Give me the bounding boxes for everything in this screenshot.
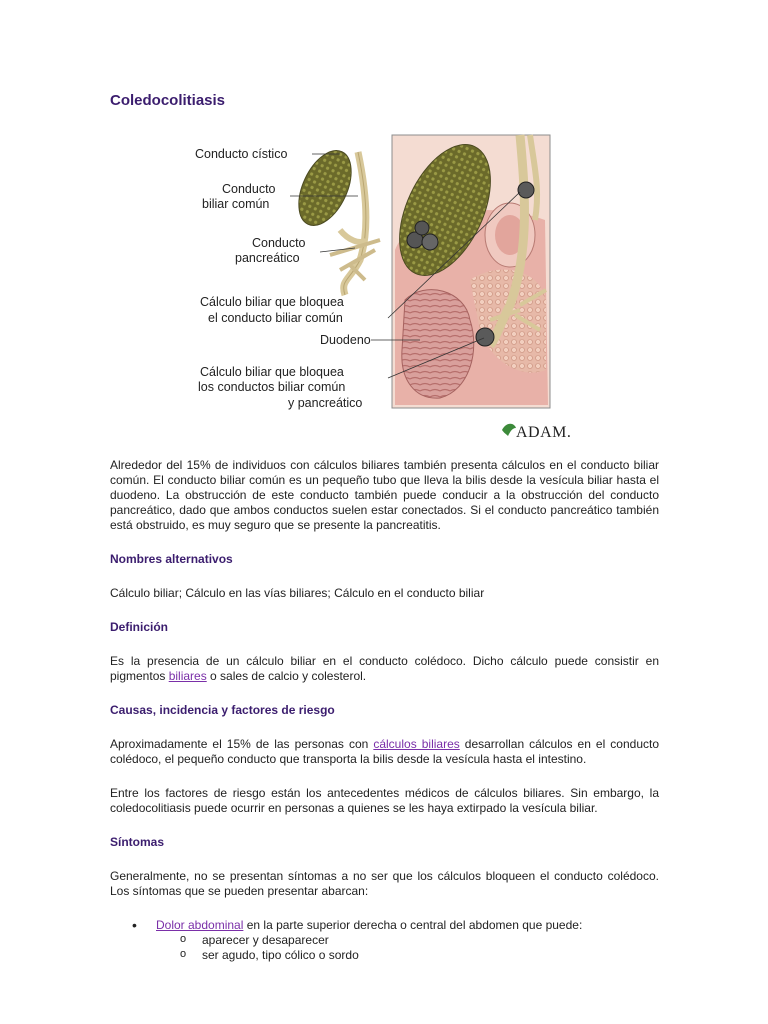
label-calculo-2-line3: y pancreático [288,396,363,410]
list-item [110,918,659,963]
label-calculo-1-line1: Cálculo biliar que bloquea [200,295,344,309]
label-conducto-pancreatico-line2: pancreático [235,251,300,265]
symptoms-paragraph: Generalmente, no se presentan síntomas a no ser que los cálculos bloqueen el conducto colédoco. Los síntomas que se pueden presentar abarcan: [110,869,659,898]
list-item: o ser agudo, tipo cólico o sordo [156,948,659,963]
label-calculo-2-line2: los conductos biliar común [198,380,346,394]
causes-paragraph-1 [110,737,659,767]
link-calculos-biliares[interactable]: cálculos biliares [373,737,460,751]
heading-symptoms: Síntomas [110,835,165,849]
label-duodeno: Duodeno [320,333,371,347]
definition-text-after: o sales de calcio y colesterol. [206,669,367,683]
anatomy-illustration [190,130,590,445]
causes-text-before: Aproximadamente el 15% de las personas con [110,737,374,751]
article-body [110,458,659,963]
label-conducto-biliar-line2: biliar común [202,197,270,211]
heading-definition: Definición [110,620,169,634]
label-conducto-cistico: Conducto cístico [195,147,288,161]
label-conducto-biliar-line1: Conducto [222,182,276,196]
label-conducto-pancreatico-line1: Conducto [252,236,306,250]
adam-logo [502,424,571,441]
causes-text-after: desarrollan cálculos en el conducto colédoco, el pequeño conducto que transporta la bilis desde la vesícula hasta el intestino. [110,737,660,766]
heading-causes: Causas, incidencia y factores de riesgo [110,703,335,717]
page-title: Coledocolitiasis [110,92,226,109]
adam-logo-text: ADAM. [516,424,572,441]
intro-paragraph: Alrededor del 15% de individuos con cálculos biliares también presenta cálculos en el conducto biliar común. El conducto biliar común es un pequeño tubo que lleva la bilis desde la vesícula biliar hasta el duodeno. La obstrucción de este conducto también puede conducir a la obstrucción del conducto pancreático, dado que ambos conductos suelen estar conectados. Si el conducto pancreático también está obstruido, es muy seguro que se presente la pancreatitis. [110,458,659,532]
detailed-anatomy-panel [381,130,550,408]
label-calculo-1-line2: el conducto biliar común [208,311,343,325]
heading-alt-names: Nombres alternativos [110,552,233,566]
link-dolor-abdominal[interactable]: Dolor abdominal [156,918,244,932]
causes-paragraph-2: Entre los factores de riesgo están los antecedentes médicos de cálculos biliares. Sin embargo, la coledocolitiasis puede ocurrir en personas a quienes se les haya extirpado la vesícula biliar. [110,786,659,815]
symptom-sublist [156,933,659,963]
small-gallbladder-diagram [288,142,380,295]
link-biliares[interactable]: biliares [168,669,207,683]
alt-names-text: Cálculo biliar; Cálculo en las vías biliares; Cálculo en el conducto biliar [110,586,485,600]
symptoms-list [110,918,659,963]
definition-text-before: Es la presencia de un cálculo biliar en el conducto colédoco. Dicho cálculo puede consistir en pigmentos [110,654,659,683]
list-item: o aparecer y desaparecer [156,933,659,948]
leaf-icon [502,424,516,436]
definition-paragraph [110,654,659,684]
symptom-item-text: en la parte superior derecha o central del abdomen que puede: [243,918,583,932]
label-calculo-2-line1: Cálculo biliar que bloquea [200,365,344,379]
